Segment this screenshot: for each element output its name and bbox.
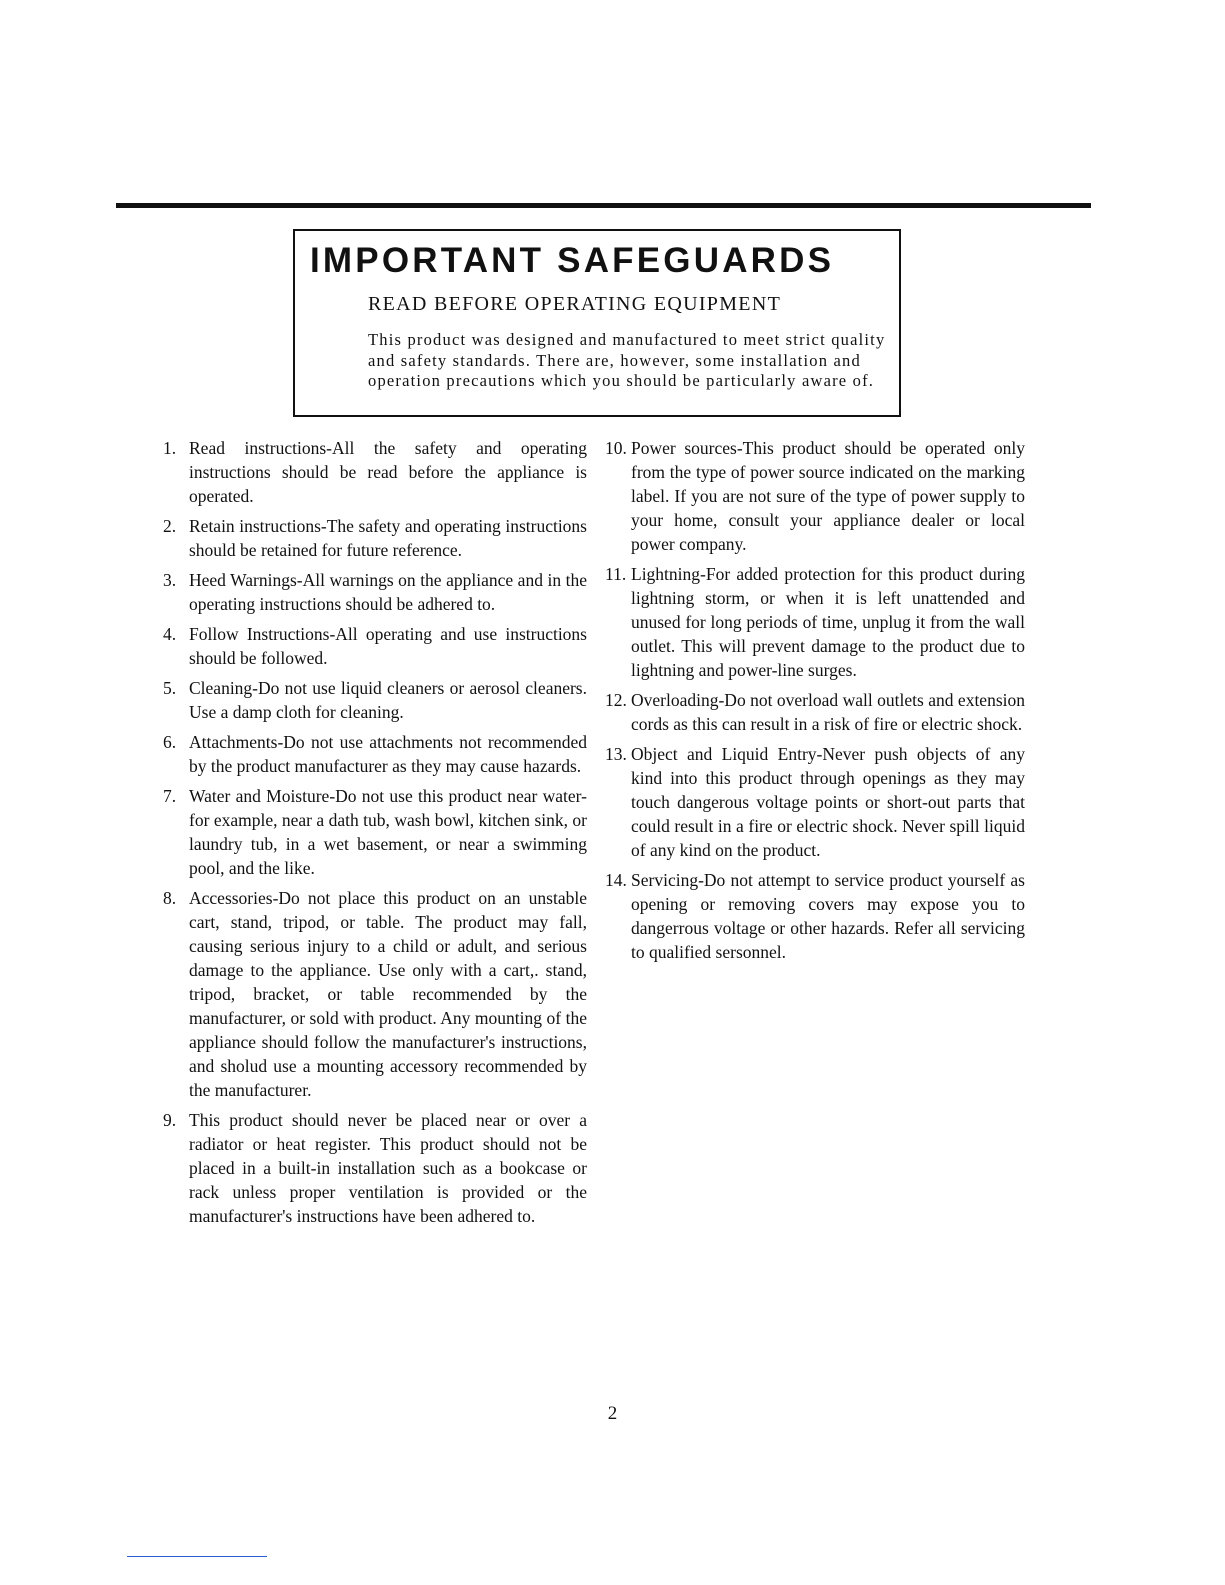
footer-link-underline [127,1556,267,1557]
list-item [605,562,1025,682]
list-item [163,436,587,508]
item-text: Accessories-Do not place this product on an unstable cart, stand, tripod, or table. The product may fall, causing serious injury to a child or adult, and serious damage to the appliance. Use only with a cart,. stand, tripod, bracket, or table recommended by the manufacturer, or sold with product. Any mounting of the appliance should follow the manufacturer's instructions, and sholud use a mounting accessory recommended by the manufacturer. [189,888,587,1100]
item-number: 9. [163,1110,177,1130]
list-item [605,868,1025,964]
item-text: Lightning-For added protection for this product during lightning storm, or when it is left unattended and unused for long periods of time, unplug it from the wall outlet. This will prevent damage to the product due to lightning and power-line surges. [631,564,1025,680]
intro-paragraph: This product was designed and manufactured to meet strict quality and safety standards. There are, however, some installation and operation precautions which you should be particularly aware of. [368,330,886,390]
list-item [605,742,1025,862]
item-text: Attachments-Do not use attachments not recommended by the product manufacturer as they may cause hazards. [189,732,587,776]
item-number: 11. [605,564,627,584]
item-number: 5. [163,678,177,698]
list-item [163,568,587,616]
item-number: 12. [605,690,627,710]
list-item [163,622,587,670]
list-item [163,886,587,1102]
item-number: 4. [163,624,177,644]
item-text: Follow Instructions-All operating and use instructions should be followed. [189,624,587,668]
safeguards-list-left [163,436,587,1234]
item-number: 1. [163,438,177,458]
item-number: 14. [605,870,627,890]
item-number: 2. [163,516,177,536]
list-item [163,514,587,562]
page-number: 2 [607,1403,618,1424]
list-item [163,784,587,880]
item-number: 6. [163,732,177,752]
item-number: 10. [605,438,627,458]
item-text: Cleaning-Do not use liquid cleaners or aerosol cleaners. Use a damp cloth for cleaning. [189,678,587,722]
list-item [163,676,587,724]
item-text: Power sources-This product should be operated only from the type of power source indicated on the marking label. If you are not sure of the type of power supply to your home, consult your appliance dealer or local power company. [631,438,1025,554]
item-number: 7. [163,786,177,806]
item-number: 3. [163,570,177,590]
safeguards-header-box [293,229,901,417]
item-text: Read instructions-All the safety and operating instructions should be read before the appliance is operated. [189,438,587,506]
page-title: IMPORTANT SAFEGUARDS [310,241,835,280]
item-text: Heed Warnings-All warnings on the appliance and in the operating instructions should be adhered to. [189,570,587,614]
list-item [163,730,587,778]
item-text: Servicing-Do not attempt to service product yourself as opening or removing covers may expose you to dangerrous voltage or other hazards. Refer all servicing to qualified sersonnel. [631,870,1025,962]
item-text: Water and Moisture-Do not use this product near water-for example, near a dath tub, wash bowl, kitchen sink, or laundry tub, in a wet basement, or near a swimming pool, and the like. [189,786,587,878]
safeguards-list-right [605,436,1025,970]
item-number: 8. [163,888,177,908]
item-text: Retain instructions-The safety and operating instructions should be retained for future reference. [189,516,587,560]
list-item [163,1108,587,1228]
top-rule [116,203,1091,208]
item-text: This product should never be placed near or over a radiator or heat register. This product should not be placed in a built-in installation such as a bookcase or rack unless proper ventilation is provided or the manufacturer's instructions have been adhered to. [189,1110,587,1226]
list-item [605,688,1025,736]
page-subtitle: READ BEFORE OPERATING EQUIPMENT [368,293,782,315]
item-text: Overloading-Do not overload wall outlets and extension cords as this can result in a risk of fire or electric shock. [631,690,1025,734]
list-item [605,436,1025,556]
item-text: Object and Liquid Entry-Never push objects of any kind into this product through openings as they may touch dangerous voltage points or short-out parts that could result in a fire or electric shock. Never spill liquid of any kind on the product. [631,744,1025,860]
item-number: 13. [605,744,627,764]
